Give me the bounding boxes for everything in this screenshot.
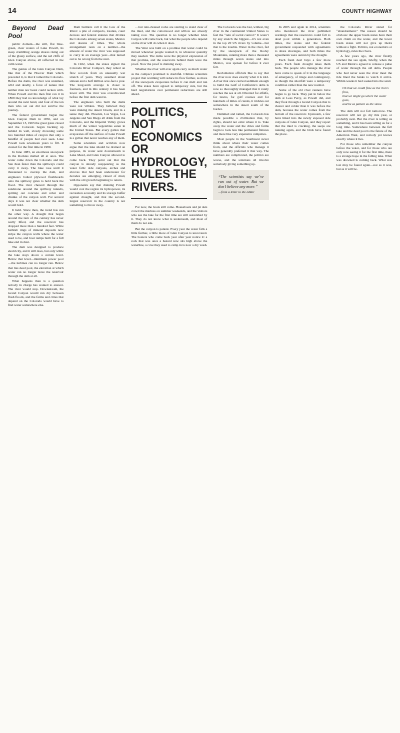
paragraph: In June 1983, an enormous snowpack in the Rockies melted all at once. The water came down the Colorado and the San Juan faster than the spillways could carry it away. The lake rose until it threatened to overtop the dam, and engineers bolted plywood flashboards onto the spillway gates to hold back the flood. The river chewed through the sandstone around the spillway tunnels, spitting out concrete and rebar and chunks of the canyon wall. For several days it was not clear whether the dam would hold.	[8, 150, 64, 207]
column-6	[336, 25, 392, 725]
paragraph: The dam will not fail tomorrow. The reservoir will not go dry this year, or probably next. But the river is telling us something, and it has been telling us for a long time. Somewhere between the full lake and the dead pool is the future of the American West, and nobody yet knows exactly where it lies.	[336, 108, 393, 142]
page-header	[8, 6, 392, 21]
sidebar-quote-text: “The scientists say we’ve run out of water. But we don’t believe any more.”	[218, 173, 264, 189]
paragraph: What happens then is a question nobody in charge has wanted to answer. The river would stop. Downstream, the Grand Canyon would run dry between flash floods, and the farms and cities that depend on the Colorado would have to find water somewhere else.	[8, 278, 64, 307]
poem	[342, 86, 392, 106]
paragraph: A few years ago, the river finally reached the sea again, briefly, when the US and Mexico agreed to release a pulse of water through the old delta. People who had never seen the river meet the tide lined the banks to watch it arrive. Within weeks it had soaked into the sand.	[336, 54, 393, 83]
paragraph: The federal government began the Glen Canyon Dam in 1956, and on September 13, 1963 the great gates closed and the Colorado began backing up behind its wall, slowly drowning some two hundred miles of canyon that only a handful of people had ever seen. Lake Powell took seventeen years to fill. It crested for the first time in 1980.	[8, 112, 64, 150]
paragraph: The West was built on a promise that water could be moved wherever people wanted it, in whatever quantity they needed. The dams were the physical expression of that promise, and the reservoirs behind them were the proof. Now the proof is draining away.	[131, 46, 208, 67]
paragraph: public domain—the still, flat blue-green, clear waters of Lake Powell, its steep crumbling orange shores rising out of the glassy surface, and the red cliffs of Glen Canyon above, all reflected in the calm water.	[8, 42, 64, 67]
column-4	[213, 25, 269, 725]
paragraph: In 1922, when the states signed the Colorado River Compact, they relied on flow records from an unusually wet stretch of years. They assumed about sixteen and a half million acre-feet a year. The long-term average is closer to fourteen, and in this century it has been lower still. The river was overallocated before the first dam went in.	[69, 62, 126, 99]
page-number: 14	[8, 6, 17, 15]
paragraph: It held. Since then, the trend has run the other way. A drought that began around the turn of the century has never really lifted, and the reservoir has dropped more than a hundred feet. White bathtub rings of mineral deposits now stripe the canyon walls where the water used to be, and boat ramps built for a full lake end in dust.	[8, 207, 64, 245]
paragraph: The genius of the Glen Canyon Dam, like that of the Hoover Dam which preceded it, is that it tamed the Colorado. Before the dams, the river was untamed, wild and deadly, a force of nature that neither man nor beast could reckon with. When Powell and his men first ran it in 1869 they had no knowledge of what lay around the next bend, and four of the ten men who set out did not survive the journey.	[8, 67, 64, 112]
paragraph: Some of the old river runners have begun to go back. They put in below the dam at Lees Ferry, as Powell did, and they float through a Grand Canyon that is clearer and colder than it was before the dam, because the water comes from the bottom of the reservoir. Upstream, a few have hiked into the newly exposed side canyons of Glen Canyon, and they report that the mud is cracking, the seeps are running again, and the birds have found the place.	[274, 87, 331, 137]
column-3	[131, 25, 207, 725]
column-5	[275, 25, 331, 725]
paragraph: But the canyon is patient. Every year the water falls a little further, a little more of Glen Canyon is uncovered. The boaters who come back year after year notice it: a rock that was once a hazard now sits high above the waterline, a cove they used to camp in is now a dry wash.	[131, 226, 208, 247]
paragraph: The dam was designed to produce electricity, and it still does, but only while the lake stays above a certain level. Below that level—minimum power pool—the turbines can no longer run. Below that lies dead pool, the elevation at which water can no longer leave the reservoir through the dam at all.	[8, 245, 64, 278]
pull-quote: POLITICS, NOT ECONOMICS OR HYDROLOGY, RULES THE RIVERS.	[131, 102, 207, 200]
paragraph: In 2005 and again in 2014, scientists who monitored the river published warnings that the reservoirs could fall to dead pool within a generation. Both times, the states and the federal government responded with agreements to share shortages, and both times the agreements were outrun by the drought.	[274, 25, 331, 58]
sidebar-quote	[213, 170, 269, 200]
paragraph: Whether the river will ever again carry as much water as the compact promised is doubtful. Climate scientists project that warming will reduce its flow further, as more of the snowpack evaporates before it can melt and run off. The states have agreed to temporary cuts, but the hard negotiations over permanent reductions are still ahead.	[131, 67, 208, 96]
paragraph: The engineers who built the dams were not villains. They believed they were making the desert bloom, and in a sense they did. Phoenix, Las Vegas, Los Angeles and San Diego all drink from the Colorado, and the Imperial Valley grows much of the winter vegetables eaten in the United States. But every gallon that evaporates off the surface of Lake Powell is a gallon that never reaches any of them.	[69, 99, 126, 141]
paragraph: …but rain-cleaned rocks are starting to stand clear of the mud, and the cottonwood and willow are already taking root. The question is no longer whether Glen Canyon will come back, but what the people who depend on the river will do when it does.	[131, 25, 208, 46]
publication-name: COUNTY HIGHWAY	[341, 9, 392, 15]
paragraph: Dammed and tamed, the Colorado has made possible a civilization that, by rights, should not exist where it is. Take away the water and the cities and farms begin to look less like permanent fixtures and more like very expensive campsites.	[213, 111, 269, 137]
column-2	[70, 25, 126, 725]
article-kicker: Beyond Dead Pool	[8, 25, 64, 40]
paragraph: Some scientists and activists now argue that the lake should be drained on purpose, its water sent downstream to Lake Mead, and Glen Canyon allowed to come back. They point out that the canyon is already reappearing as the water falls: side canyons, arches and alcoves that had been underwater for decades are emerging, rinsed of mud, with the old growth beginning to return.	[69, 141, 126, 182]
article-columns	[8, 25, 392, 725]
paragraph: Most people in the Southwest never think about where their water comes from, and the officials who manage it have generally preferred it that way. The numbers are complicated, the politics are worse, and the solutions all involve somebody giving something up.	[213, 137, 269, 166]
paragraph: the Colorado River slated for “abandonment.” The reason should be obvious: the upper basin states have their own claim on the water, and the lower basin states will not give up theirs without a fight. Politics, not economics or hydrology, rules the rivers.	[336, 25, 393, 54]
sidebar-quote-attribution: —from a letter to the editor	[218, 189, 255, 194]
paragraph: For those who remember the canyon before the water, and for those who are only now seeing it for the first time, there is a strange hope in the falling lake. What was drowned is coming back. What was lost may be found again—not as it was, but as it will be.	[336, 142, 393, 171]
paragraph: Reclamation officials like to say that the river now does exactly what it is told. A river that once carried sediment enough to build the Gulf of California’s delta is now so thoroughly managed that it rarely reaches the sea at all. Diverted for alfalfa, for lawns, for golf courses and for hundreds of miles of canals, it trickles out somewhere in the desert south of the border.	[213, 70, 269, 111]
poem-line: Oh that we could flow as the rivers flow,	[342, 85, 389, 94]
paragraph: Each fresh deal buys a few more years. Each fresh drought takes them back. The people who manage the river have come to speak of it in the language of emergency, of triage and contingency, as though the shortfall were a temporary condition rather than the new normal.	[274, 58, 331, 87]
paragraph: For now, the boats still come. Houseboats and jet skis crowd the marinas on summer weekends, and the visitors who see the lake for the first time are still astonished by it. They do not know what is underneath, and most of them do not ask.	[131, 205, 208, 226]
column-1	[8, 25, 64, 725]
poem-line: and be as patient as the stone.	[342, 101, 383, 106]
paragraph: Opponents say that draining Powell would cost the region its hydropower, its recreation economy and its storage buffer against drought, and that the second-largest reservoir in the country is not something to throw away.	[69, 182, 126, 208]
paragraph: The Colorado was the last, wildest, big river in the continental United States to feel the “rein of social control.” It wasn’t by any stretch the biggest—it’s not even in the top 20 US rivers by volume—but that is the trouble. Water in the river, fed by the snowpack of the Rocky Mountains, running more than a thousand miles through seven states and into Mexico, was spoken for before it ever fell.	[213, 25, 269, 70]
poem-line: that we might go where the water goes,	[342, 93, 387, 102]
paragraph: Dam builders call it the Law of the River: a pile of compacts, treaties, court decrees and federal statutes that divides the Colorado among seven states, Mexico and dozens of tribes. The whole arrangement rests on a number—the amount of water the river was supposed to carry in an average year—that turned out to be wrong from the start.	[69, 25, 126, 62]
